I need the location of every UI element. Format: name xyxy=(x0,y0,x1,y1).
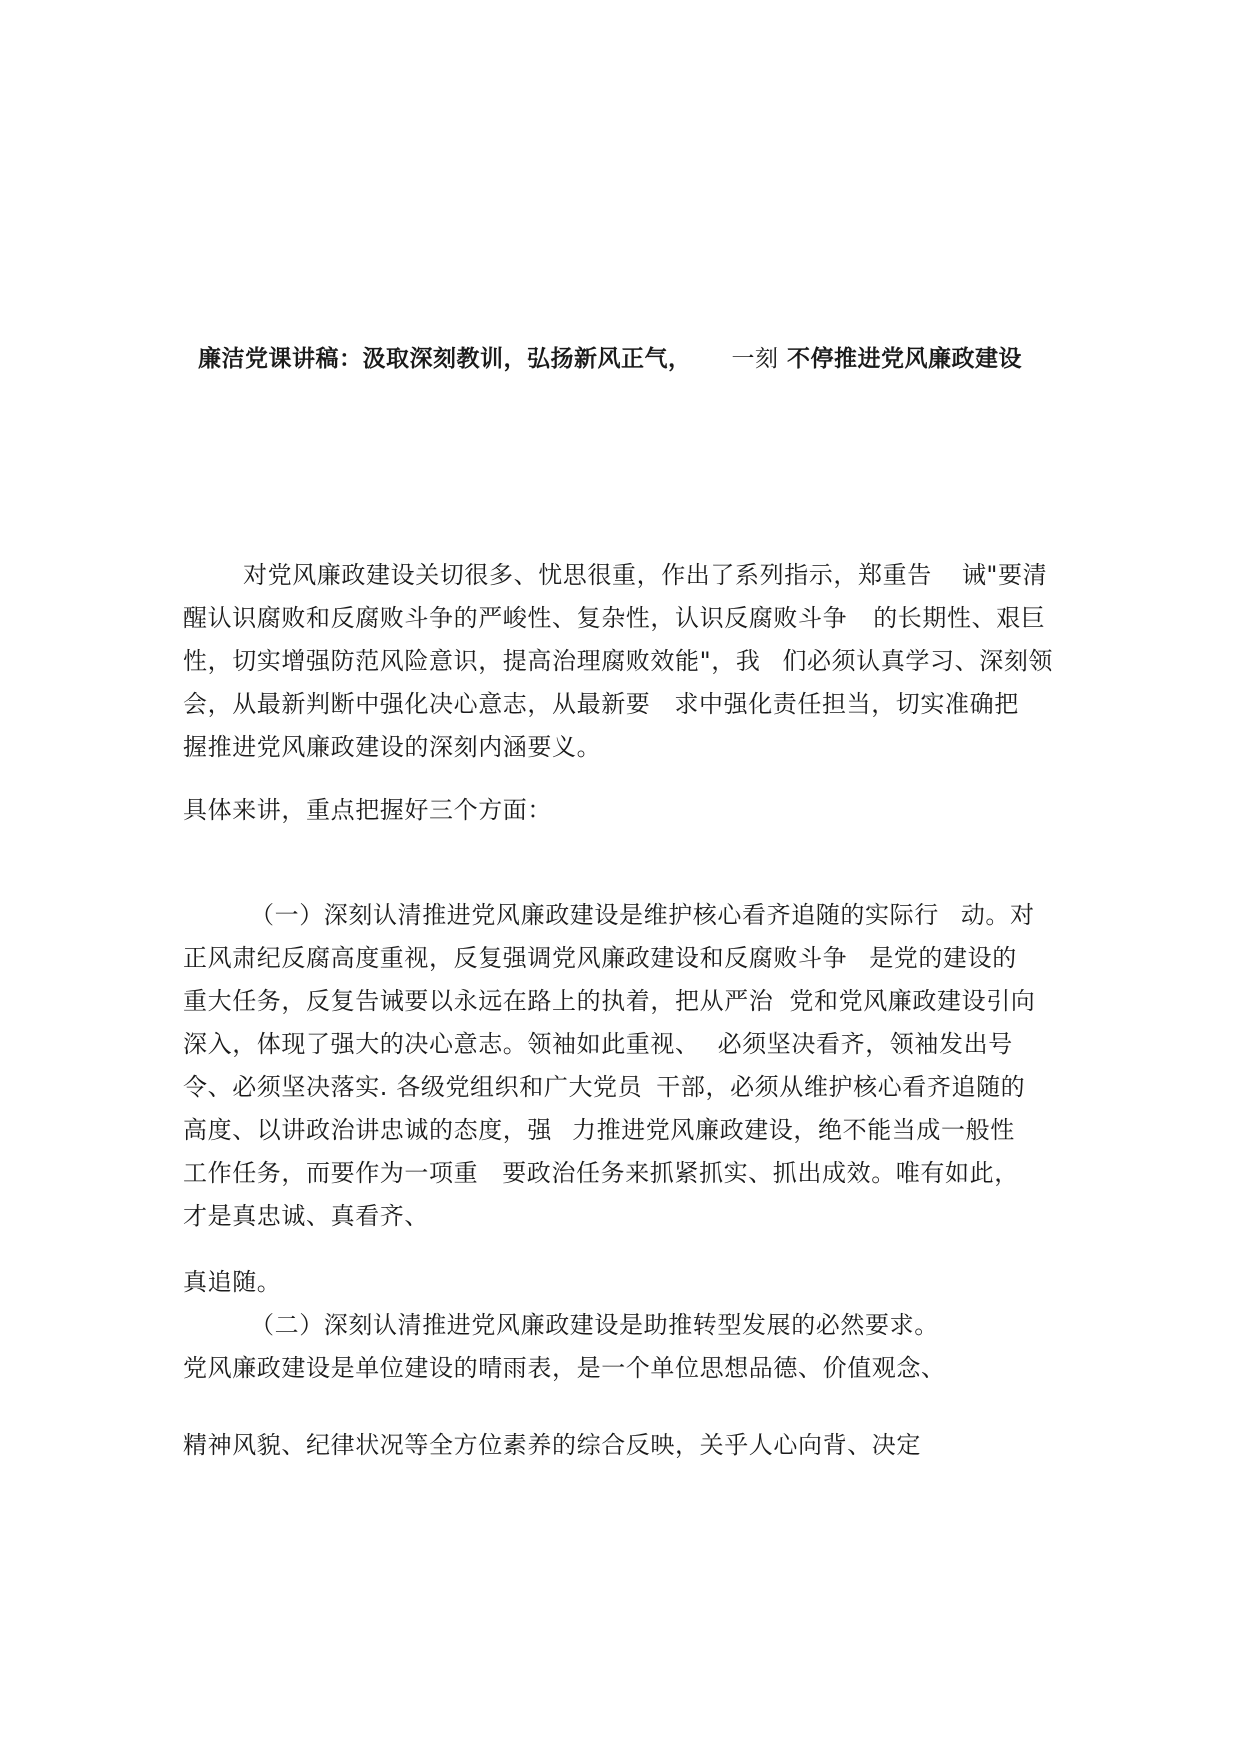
section1-line-9: 真追随。 xyxy=(183,1268,282,1296)
title-part-2: 一刻 xyxy=(731,346,779,372)
section1-line-5: 令、必须坚决落实. 各级党组织和广大党员 干部，必须从维护核心看齐追随的 xyxy=(183,1073,1026,1101)
intro-line-3: 性，切实增强防范风险意识，提高治理腐败效能"，我 们必须认真学习、深刻领 xyxy=(183,647,1054,675)
section2-line-3: 精神风貌、纪律状况等全方位素养的综合反映，关乎人心向背、决定 xyxy=(183,1431,921,1459)
document-title xyxy=(198,340,1022,373)
section1-line-1: （一）深刻认清推进党风廉政建设是维护核心看齐追随的实际行 动。对 xyxy=(250,901,1035,929)
intro-line-2: 醒认识腐败和反腐败斗争的严峻性、复杂性，认识反腐败斗争 的长期性、艰巨 xyxy=(183,604,1046,632)
section1-line-2: 正风肃纪反腐高度重视，反复强调党风廉政建设和反腐败斗争 是党的建设的 xyxy=(183,944,1017,972)
intro-line-4: 会，从最新判断中强化决心意志，从最新要 求中强化责任担当，切实准确把 xyxy=(183,690,1019,718)
section2-line-2: 党风廉政建设是单位建设的晴雨表，是一个单位思想品德、价值观念、 xyxy=(183,1354,946,1382)
section1-line-6: 高度、以讲政治讲忠诚的态度，强 力推进党风廉政建设，绝不能当成一般性 xyxy=(183,1116,1015,1144)
intro-line-1: 对党风廉政建设关切很多、忧思很重，作出了系列指示，郑重告 诫"要清 xyxy=(243,561,1048,589)
section1-line-7: 工作任务，而要作为一项重 要政治任务来抓紧抓实、抓出成效。唯有如此， xyxy=(183,1159,1019,1187)
title-part-1: 廉洁党课讲稿：汲取深刻教训，弘扬新风正气， xyxy=(198,346,692,372)
title-part-3: 不停推进党风廉政建设 xyxy=(787,346,1023,372)
lead-line: 具体来讲，重点把握好三个方面： xyxy=(183,796,552,824)
section2-line-1: （二）深刻认清推进党风廉政建设是助推转型发展的必然要求。 xyxy=(250,1311,939,1339)
section1-line-4: 深入，体现了强大的决心意志。领袖如此重视、 必须坚决看齐，领袖发出号 xyxy=(183,1030,1013,1058)
section1-line-8: 才是真忠诚、真看齐、 xyxy=(183,1202,429,1230)
intro-line-5: 握推进党风廉政建设的深刻内涵要义。 xyxy=(183,733,602,761)
section1-line-3: 重大任务，反复告诫要以永远在路上的执着，把从严治 党和党风廉政建设引向 xyxy=(183,987,1036,1015)
